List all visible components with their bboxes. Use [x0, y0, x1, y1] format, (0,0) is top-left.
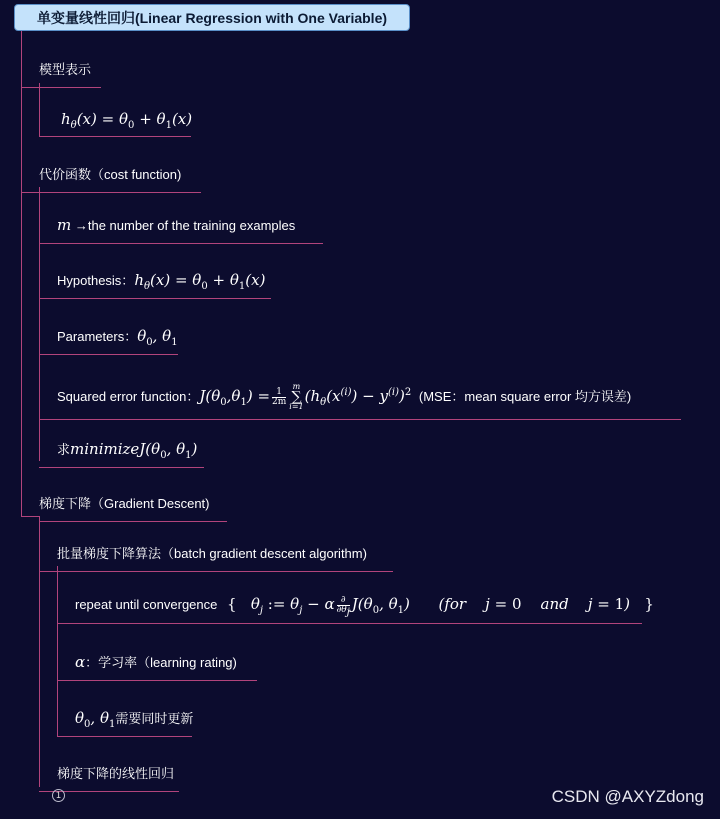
- root-connector: [21, 31, 22, 517]
- model-label: 模型表示: [39, 62, 92, 77]
- gradient-label: 梯度下降（Gradient Descent): [39, 496, 210, 511]
- cost-m-node[interactable]: [57, 216, 295, 235]
- simultaneous-node[interactable]: [75, 709, 193, 728]
- root-node[interactable]: 单变量线性回归(Linear Regression with One Variable): [14, 4, 410, 31]
- model-underline: [21, 87, 101, 88]
- cost-label: 代价函数（cost function): [39, 167, 182, 182]
- parameters-label: Parameters：: [57, 329, 138, 344]
- collapsed-count-badge[interactable]: 1: [52, 789, 65, 802]
- arrow-glyph: →: [74, 218, 88, 233]
- batch-label: 批量梯度下降算法（batch gradient descent algorithm): [57, 546, 367, 561]
- minimize-formula: $minimizeJ(\theta_0$, $\theta_1$): [70, 440, 198, 461]
- alpha-underline: [57, 680, 257, 681]
- repeat-label: repeat until convergence: [75, 597, 218, 612]
- linear-label: 梯度下降的线性回归: [57, 766, 175, 781]
- linear-node[interactable]: [57, 765, 174, 783]
- model-formula[interactable]: [61, 110, 193, 131]
- gradient-node[interactable]: [39, 495, 210, 513]
- simultaneous-description: 需要同时更新: [115, 711, 194, 726]
- gradient-underline: [39, 521, 227, 522]
- cost-underline: [21, 192, 201, 193]
- watermark: CSDN @AXYZdong: [551, 787, 704, 806]
- minimize-prefix: 求: [57, 442, 71, 457]
- batch-underline: [39, 571, 393, 572]
- m-description: the number of the training examples: [87, 218, 296, 233]
- m-symbol: m: [57, 216, 72, 234]
- mse-note: (MSE：mean square error 均方误差): [418, 389, 632, 404]
- update-rule-formula: { $\theta_j$ := $\theta_j - \alpha$ $\frac{\partial}{\partial\theta_j}$ $J(\theta_0$, $\theta_1$) (for j = 0 and j = 1) }: [227, 594, 654, 618]
- model-formula-underline: [39, 136, 191, 137]
- repeat-node[interactable]: [75, 594, 654, 618]
- model-formula-text: $h_\theta(x) = \theta_0 + \theta_1(x)$: [61, 110, 193, 131]
- batch-node[interactable]: [57, 545, 367, 563]
- simultaneous-underline: [57, 736, 192, 737]
- cost-minimize-node[interactable]: [57, 440, 197, 459]
- cost-hypothesis-underline: [39, 298, 271, 299]
- model-connector: [39, 83, 40, 137]
- hypothesis-formula: $h_\theta(x) = \theta_0 + \theta_1(x)$: [134, 271, 266, 292]
- cost-parameters-underline: [39, 354, 178, 355]
- alpha-node[interactable]: [75, 653, 237, 672]
- repeat-underline: [57, 623, 642, 624]
- theta-pair: $\theta_0$, $\theta_1$: [75, 709, 116, 730]
- alpha-description: ：学习率（learning rating): [85, 655, 237, 670]
- cost-minimize-underline: [39, 467, 204, 468]
- batch-connector: [57, 566, 58, 736]
- gradient-connector: [39, 517, 40, 787]
- cost-squared-underline: [39, 419, 681, 420]
- cost-hypothesis-node[interactable]: [57, 271, 265, 290]
- cost-node[interactable]: [39, 166, 181, 184]
- squared-label: Squared error function：: [57, 389, 200, 404]
- model-node[interactable]: [39, 61, 91, 79]
- alpha-symbol: α: [75, 653, 86, 671]
- squared-formula: $J(\theta_0,\theta_1)$ = $\frac{1}{2m}$ m ∑ $i=1(h_\theta(x^{(i)}) - y^{(i)})^2$: [199, 382, 412, 411]
- hypothesis-label: Hypothesis：: [57, 273, 135, 288]
- parameters-formula: $\theta_0$, $\theta_1$: [137, 327, 178, 348]
- cost-squared-node[interactable]: [57, 383, 631, 411]
- cost-parameters-node[interactable]: [57, 327, 178, 346]
- cost-m-underline: [39, 243, 323, 244]
- root-branch-end: [21, 516, 40, 517]
